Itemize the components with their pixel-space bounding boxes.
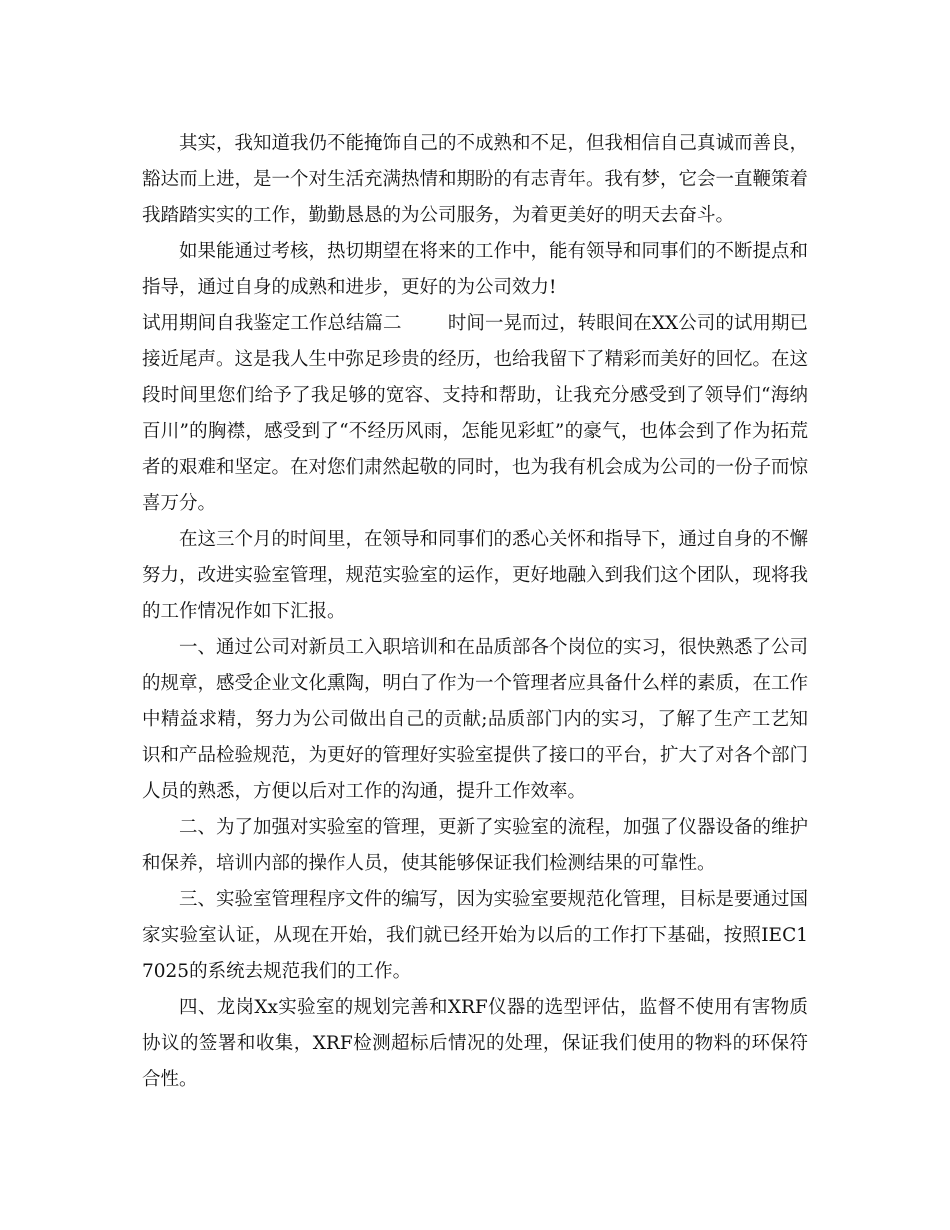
section-two-intro: [142, 306, 808, 522]
paragraph-item-4: 四、龙岗Xx实验室的规划完善和XRF仪器的选型评估，监督不使用有害物质协议的签署和收集，XRF检测超标后情况的处理，保证我们使用的物料的环保符合性。: [142, 997, 808, 1090]
paragraph-self-assessment: 其实，我知道我仍不能掩饰自己的不成熟和不足，但我相信自己真诚而善良，豁达而上进，是一个对生活充满热情和期盼的有志青年。我有梦，它会一直鞭策着我踏踏实实的工作，勤勤恳恳的为公司服务，为着更美好的明天去奋斗。: [142, 133, 809, 226]
paragraph-item-3: 三、实验室管理程序文件的编写，因为实验室要规范化管理，目标是要通过国家实验室认证，从现在开始，我们就已经开始为以后的工作打下基础，按照IEC17025的系统去规范我们的工作。: [142, 889, 809, 982]
paragraph-item-2: 二、为了加强对实验室的管理，更新了实验室的流程，加强了仪器设备的维护和保养，培训内部的操作人员，使其能够保证我们检测结果的可靠性。: [142, 817, 809, 874]
document-body: [142, 126, 808, 1098]
paragraph-hope: 如果能通过考核，热切期望在将来的工作中，能有领导和同事们的不断提点和指导，通过自身的成熟和进步，更好的为公司效力!: [142, 241, 809, 298]
section-intro-text: 时间一晃而过，转眼间在XX公司的试用期已接近尾声。这是我人生中弥足珍贵的经历，也给我留下了精彩而美好的回忆。在这段时间里您们给予了我足够的宽容、支持和帮助，让我充分感受到了领导们“海纳百川”的胸襟，感受到了“不经历风雨，怎能见彩虹”的豪气，也体会到了作为拓荒者的艰难和坚定。在对您们肃然起敬的同时，也为我有机会成为公司的一份子而惊喜万分。: [142, 313, 809, 514]
section-heading: 试用期间自我鉴定工作总结篇二: [142, 313, 402, 334]
paragraph-item-1: 一、通过公司对新员工入职培训和在品质部各个岗位的实习，很快熟悉了公司的规章，感受企业文化熏陶，明白了作为一个管理者应具备什么样的素质，在工作中精益求精，努力为公司做出自己的贡献;品质部门内的实习，了解了生产工艺知识和产品检验规范，为更好的管理好实验室提供了接口的平台，扩大了对各个部门人员的熟悉，方便以后对工作的沟通，提升工作效率。: [142, 637, 809, 802]
paragraph-report-intro: 在这三个月的时间里，在领导和同事们的悉心关怀和指导下，通过自身的不懈努力，改进实验室管理，规范实验室的运作，更好地融入到我们这个团队，现将我的工作情况作如下汇报。: [142, 529, 809, 622]
